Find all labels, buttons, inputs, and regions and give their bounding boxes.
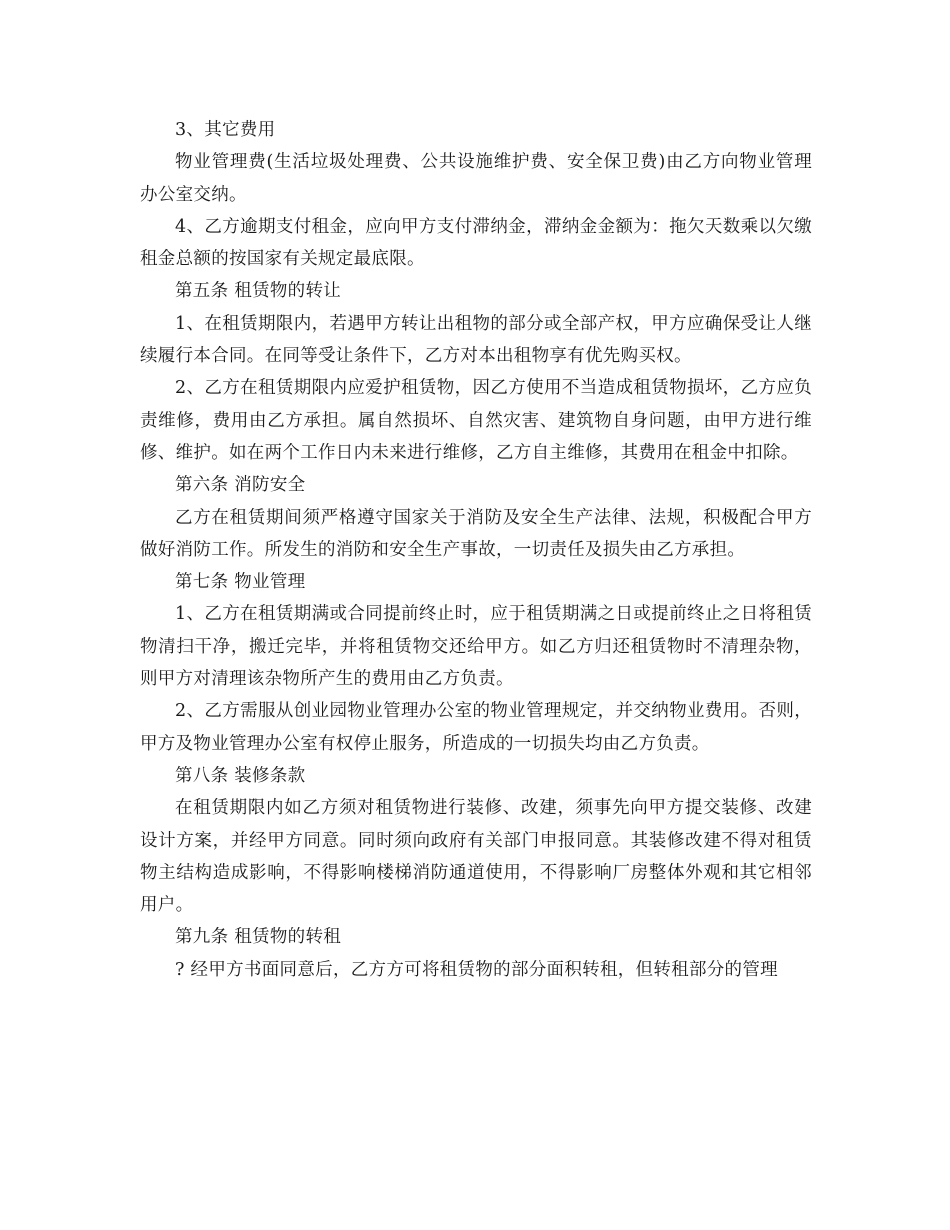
section-heading: 第八条 装修条款	[175, 765, 306, 786]
body-paragraph: 2、乙方在租赁期限内应爱护租赁物，因乙方使用不当造成租赁物损坏，乙方应负责维修，费用由乙方承担。属自然损坏、自然灾害、建筑物自身问题，由甲方进行维修、维护。如在两个工作日内未来进行维修，乙方自主维修，其费用在租金中扣除。	[140, 378, 812, 463]
section-heading: 第五条 租赁物的转让	[175, 281, 342, 302]
body-paragraph: 在租赁期限内如乙方须对租赁物进行装修、改建，须事先向甲方提交装修、改建设计方案，并经甲方同意。同时须向政府有关部门申报同意。其装修改建不得对租赁物主结构造成影响，不得影响楼梯消防通道使用，不得影响厂房整体外观和其它相邻用户。	[140, 798, 812, 916]
body-paragraph: ? 经甲方书面同意后，乙方方可将租赁物的部分面积转租，但转租部分的管理	[175, 959, 778, 980]
clause-paragraph: 3、其它费用	[175, 120, 276, 140]
body-paragraph: 1、在租赁期限内，若遇甲方转让出租物的部分或全部产权，甲方应确保受让人继续履行本合同。在同等受让条件下，乙方对本出租物享有优先购买权。	[140, 313, 812, 367]
body-paragraph: 1、乙方在租赁期满或合同提前终止时，应于租赁期满之日或提前终止之日将租赁物清扫干净，搬迁完毕，并将租赁物交还给甲方。如乙方归还租赁物时不清理杂物，则甲方对清理该杂物所产生的费用由乙方负责。	[140, 604, 812, 690]
section-heading: 第六条 消防安全	[175, 475, 306, 496]
section-heading: 第七条 物业管理	[175, 572, 306, 593]
body-paragraph: 乙方在租赁期间须严格遵守国家关于消防及安全生产法律、法规，积极配合甲方做好消防工作。所发生的消防和安全生产事故，一切责任及损失由乙方承担。	[140, 507, 812, 560]
body-paragraph: 物业管理费(生活垃圾处理费、公共设施维护费、安全保卫费)由乙方向物业管理办公室交纳。	[140, 152, 812, 205]
section-heading: 第九条 租赁物的转租	[175, 927, 342, 948]
document-body	[140, 114, 812, 986]
body-paragraph: 4、乙方逾期支付租金，应向甲方支付滞纳金，滞纳金金额为：拖欠天数乘以欠缴租金总额的按国家有关规定最底限。	[140, 216, 812, 270]
body-paragraph: 2、乙方需服从创业园物业管理办公室的物业管理规定，并交纳物业费用。否则，甲方及物业管理办公室有权停止服务，所造成的一切损失均由乙方负责。	[140, 701, 812, 754]
